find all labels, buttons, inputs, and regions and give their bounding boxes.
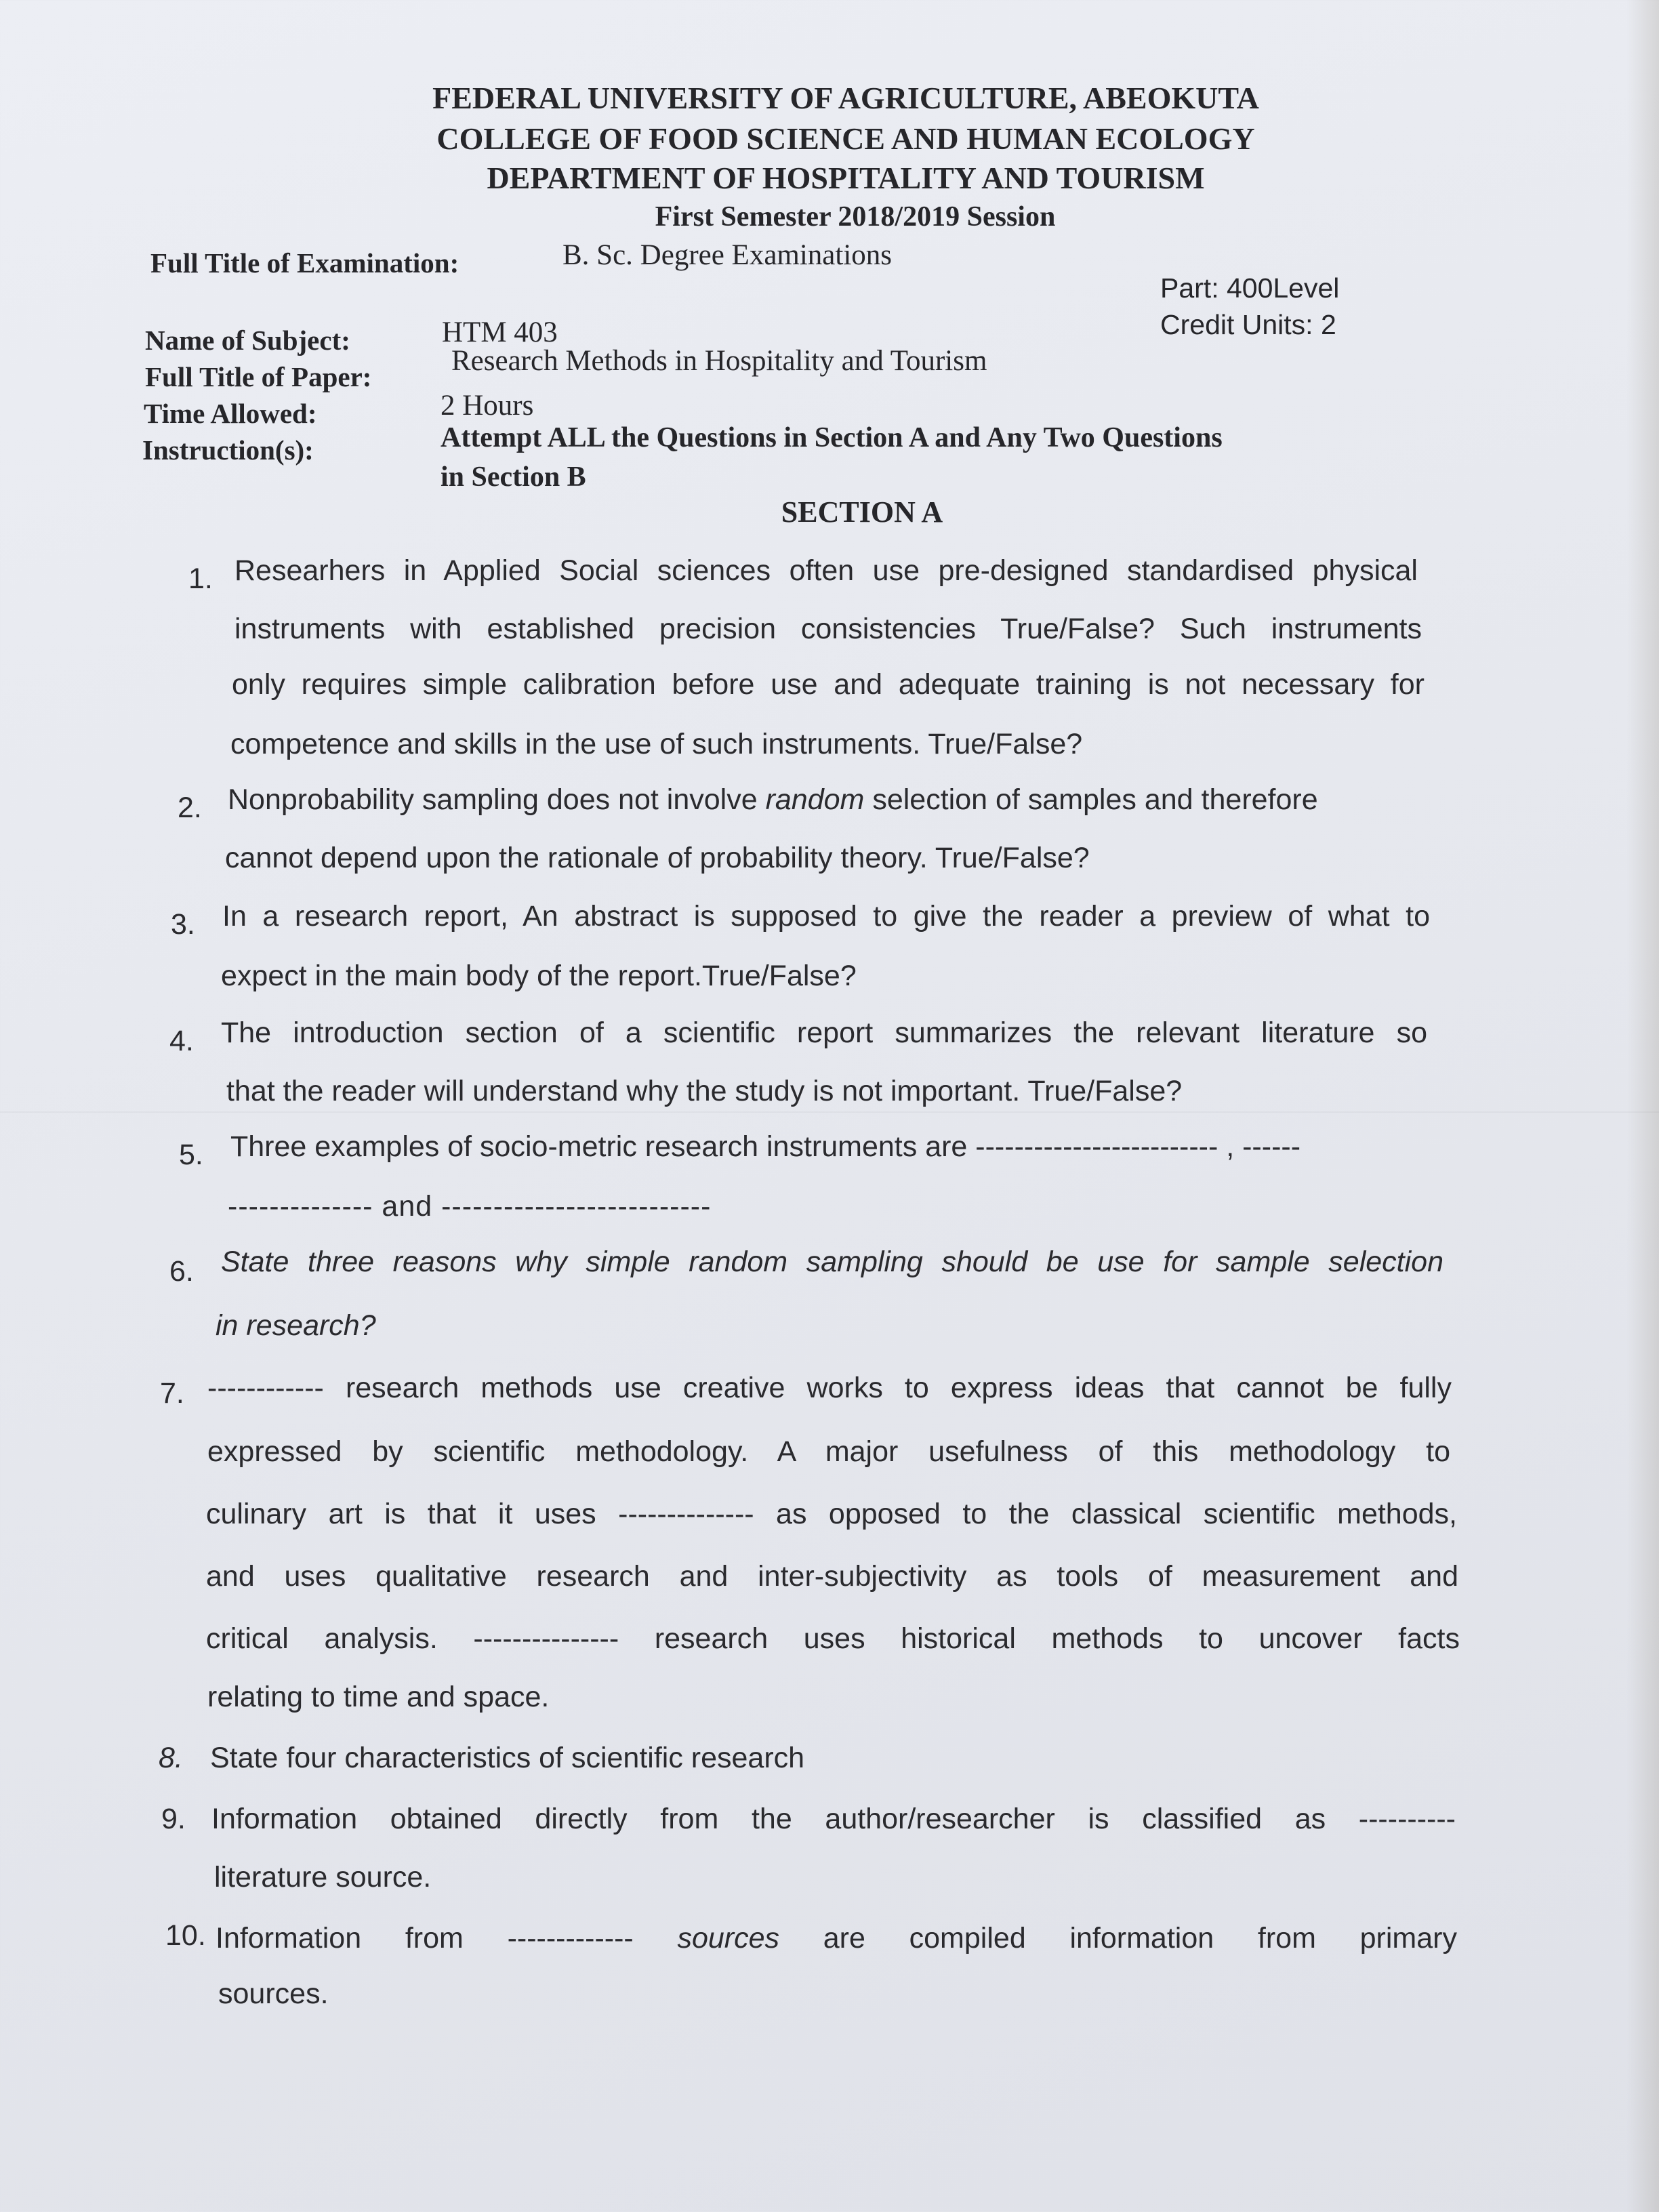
question-4-line-1: The introduction section of a scientific report summarizes the relevant literature so [221,1017,1427,1049]
question-3-line-1: In a research report, An abstract is supposed to give the reader a preview of what to [222,900,1430,933]
question-number: 7. [160,1377,184,1410]
question-6-line-2: in research? [216,1309,376,1342]
session-title: First Semester 2018/2019 Session [655,201,1056,232]
time-value: 2 Hours [441,390,534,422]
question-5-line-2: -------------- and -------------------------- [228,1190,712,1223]
question-1-line-1: Researhers in Applied Social sciences often use pre-designed standardised physical [234,554,1418,587]
question-7-line-1: ------------ research methods use creative works to express ideas that cannot be fully [207,1372,1452,1404]
part-level: Part: 400Level [1160,272,1340,304]
question-5-line-1: Three examples of socio-metric research instruments are ------------------------- , ------ [230,1130,1301,1163]
question-1-line-2: instruments with established precision consistencies True/False? Such instruments [234,613,1422,645]
question-10-text-a: Information from ------------- [216,1922,678,1954]
question-8-line-1: State four characteristics of scientific research [210,1742,805,1774]
instruction-line-2: in Section B [441,462,586,493]
instruction-label: Instruction(s): [142,434,314,466]
credit-units: Credit Units: 2 [1160,309,1336,340]
question-number: 2. [178,792,202,824]
question-1-line-4: competence and skills in the use of such instruments. True/False? [230,728,1083,760]
question-2-line-2: cannot depend upon the rationale of probability theory. True/False? [225,842,1090,874]
university-name: FEDERAL UNIVERSITY OF AGRICULTURE, ABEOKUTA [432,81,1259,115]
question-2-emphasis: random [765,783,865,816]
question-9-line-2: literature source. [214,1861,432,1893]
paper-label: Full Title of Paper: [145,361,372,392]
question-number: 9. [161,1803,186,1835]
question-4-line-2: that the reader will understand why the study is not important. True/False? [226,1075,1183,1107]
question-10-text-c: are compiled information from primary [779,1922,1457,1954]
question-7-line-6: relating to time and space. [207,1681,550,1713]
question-2-text-a: Nonprobability sampling does not involve [228,783,766,816]
paper-value: Research Methods in Hospitality and Tourism [451,345,987,377]
question-number: 3. [171,908,195,941]
question-10-line-1 [216,1922,1457,1955]
subject-value: HTM 403 [442,316,558,348]
full-title-label: Full Title of Examination: [150,247,459,279]
department-name: DEPARTMENT OF HOSPITALITY AND TOURISM [487,161,1205,195]
paper-edge-shadow [1626,0,1659,2212]
question-9-line-1: Information obtained directly from the author/researcher is classified as ---------- [211,1803,1456,1835]
question-6-line-1: State three reasons why simple random sampling should be use for sample selection [221,1246,1443,1278]
question-7-line-5: critical analysis. --------------- research uses historical methods to uncover facts [206,1622,1460,1655]
question-number: 5. [179,1139,203,1171]
section-title: SECTION A [781,495,943,529]
college-name: COLLEGE OF FOOD SCIENCE AND HUMAN ECOLOGY [436,121,1255,156]
question-number: 8. [159,1742,183,1774]
question-number: 4. [169,1025,194,1057]
question-1-line-3: only requires simple calibration before use and adequate training is not necessary for [232,668,1425,701]
question-10-emphasis: sources [677,1922,780,1954]
time-label: Time Allowed: [144,398,317,429]
question-7-line-4: and uses qualitative research and inter-subjectivity as tools of measurement and [206,1560,1458,1593]
question-2-line-1 [228,783,1318,817]
full-title-value: B. Sc. Degree Examinations [562,239,893,271]
question-number: 10. [165,1919,206,1952]
question-7-line-3: culinary art is that it uses -------------- as opposed to the classical scientific methods, [206,1498,1457,1530]
question-2-text-c: selection of samples and therefore [864,783,1318,816]
question-number: 6. [169,1255,194,1288]
instruction-line-1: Attempt ALL the Questions in Section A and Any Two Questions [441,422,1223,453]
question-7-line-2: expressed by scientific methodology. A major usefulness of this methodology to [207,1435,1450,1468]
question-number: 1. [188,562,213,595]
paper-fold-line [0,1111,1659,1113]
question-10-line-2: sources. [218,1978,329,2010]
subject-label: Name of Subject: [145,325,350,356]
question-3-line-2: expect in the main body of the report.True/False? [221,960,857,992]
